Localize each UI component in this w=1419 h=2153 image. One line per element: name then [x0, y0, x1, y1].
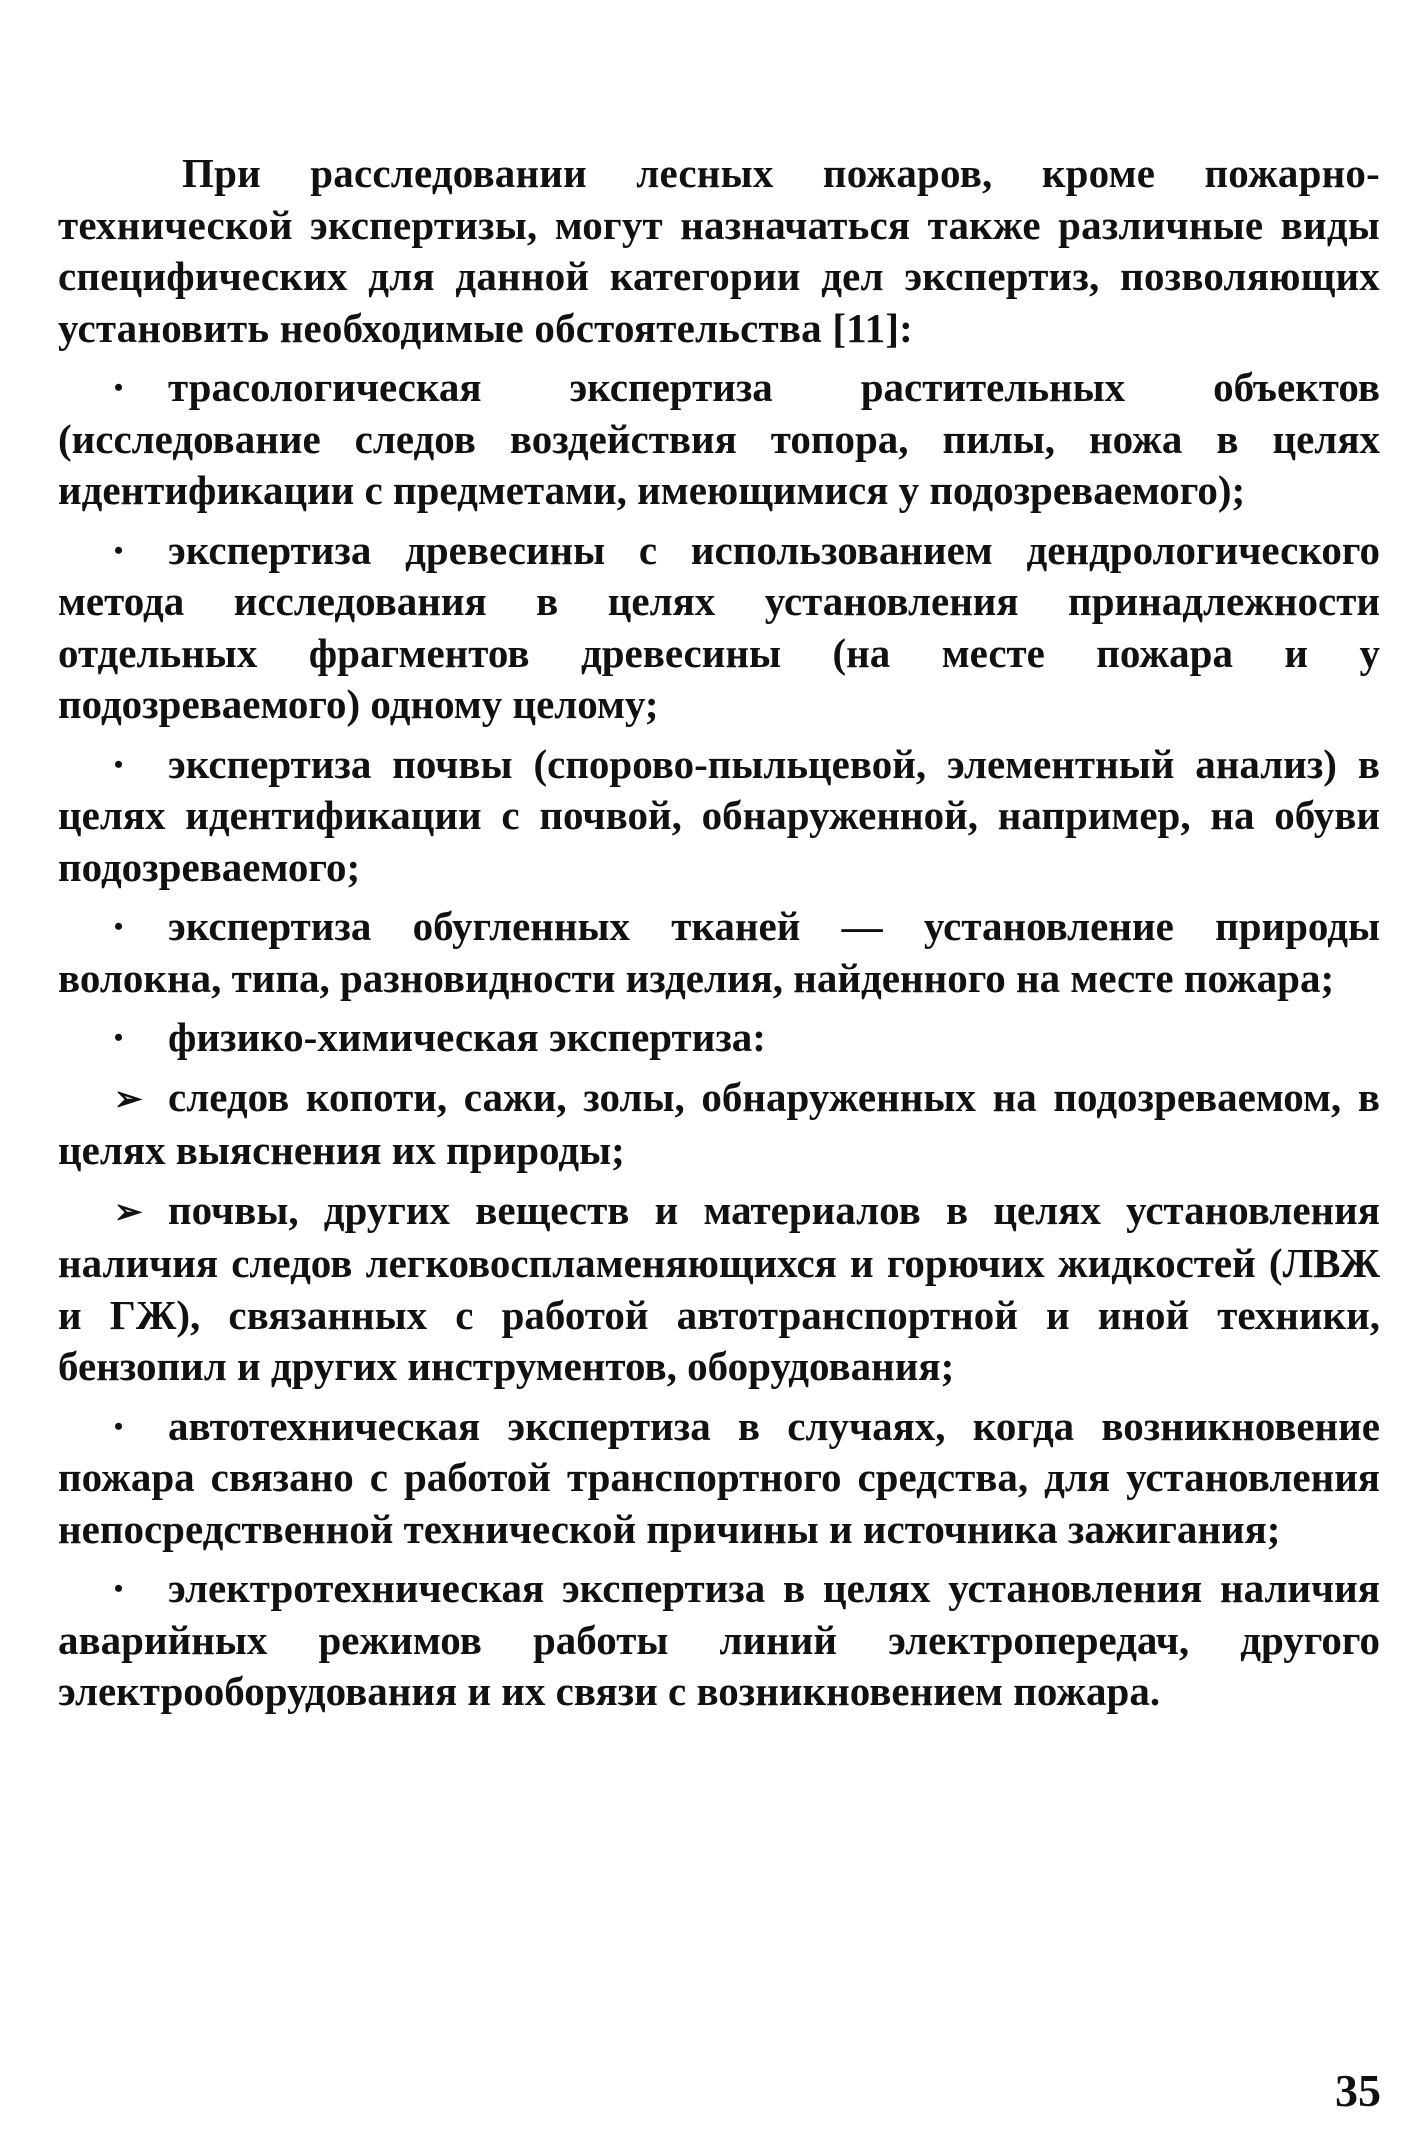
list-item-physchem-examination [58, 1012, 1380, 1064]
list-item-wood-examination [58, 525, 1380, 731]
list-item-text: экспертиза почвы (спорово-пыльцевой, элементный анализ) в целях идентификации с почвой, обнаруженной, например, на обуви подозреваемого; [58, 740, 1380, 890]
list-item-fabric-examination [58, 901, 1380, 1004]
list-item-auto-examination [58, 1401, 1380, 1556]
sub-item-flammable-liquids [58, 1185, 1380, 1393]
list-item-trace-examination [58, 362, 1380, 517]
page-number: 35 [1335, 2065, 1381, 2116]
arrow-bullet-icon: ➢ [114, 1193, 143, 1231]
arrow-bullet-icon: ➢ [114, 1080, 143, 1118]
list-item-text: электротехническая экспертиза в целях установления наличия аварийных режимов работы линий электропередач, другого электрооборудования и их связи с возникновением пожара. [58, 1565, 1380, 1714]
list-item-text: автотехническая экспертиза в случаях, когда возникновение пожара связано с работой транспортного средства, для установления непосредственной технической причины и источника зажигания; [58, 1402, 1380, 1552]
list-item-electrical-examination [58, 1563, 1380, 1718]
bullet-icon: • [114, 535, 124, 565]
bullet-icon: • [114, 1023, 124, 1052]
page-body [58, 148, 1380, 1718]
bullet-icon: • [114, 1574, 124, 1603]
sub-item-text: следов копоти, сажи, золы, обнаруженных на подозреваемом, в целях выяснения их природы; [58, 1073, 1380, 1173]
intro-paragraph: При расследовании лесных пожаров, кроме пожарно-технической экспертизы, могут назначаться также различные виды специфических для данной категории дел экспертиз, позволяющих установить необходимые обстоятельства [11]: [58, 150, 1380, 351]
list-item-soil-examination [58, 739, 1380, 894]
list-item-text: экспертиза древесины с использованием дендрологического метода исследования в целях установления принадлежности отдельных фрагментов древесины (на месте пожара и у подозреваемого) одному целому; [58, 526, 1380, 727]
bullet-icon: • [114, 912, 124, 941]
sub-item-soot-traces [58, 1072, 1380, 1177]
sub-item-text: почвы, других веществ и материалов в целях установления наличия следов легковоспламеняющихся и горючих жидкостей (ЛВЖ и ГЖ), связанных с работой автотранспортной и иной техники, бензопил и других инструментов, оборудования; [58, 1186, 1380, 1389]
bullet-icon: • [114, 373, 124, 402]
list-item-text: трасологическая экспертиза растительных объектов (исследование следов воздействия топора, пилы, ножа в целях идентификации с предметами, имеющимися у подозреваемого); [58, 364, 1380, 513]
list-item-text: экспертиза обугленных тканей — установление природы волокна, типа, разновидности изделия, найденного на месте пожара; [58, 903, 1380, 1001]
list-item-text: физико-химическая экспертиза: [168, 1014, 766, 1060]
bullet-icon: • [114, 1411, 124, 1441]
bullet-icon: • [114, 749, 124, 779]
